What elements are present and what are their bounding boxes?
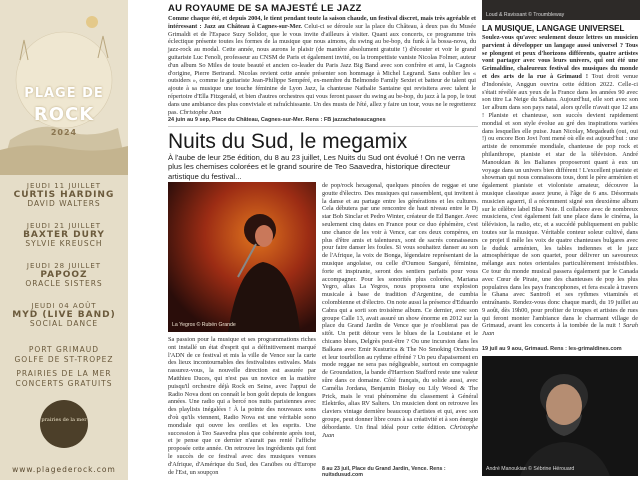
gig-artist: PAPOOZ bbox=[40, 270, 88, 281]
andre-manoukian-photo bbox=[482, 356, 638, 476]
right-body: Tout droit venue d'Indonésie, Anggun ouvrira cette édition 2022. Celle-ci s'était révélée aux yeux de la France dans les années 90 avec son titre La Neige du Sahara. Aujourd'hui, elle sort avec son 1er album dans son pays natal, alors qu'elle n'avait que 12 ans ! Planiste et chanteuse, son succès devient rapidement mondial et son style évolue au gré des inspirations variées dans lesquelles elle puise. Juan Nicolay, Megadeath (oui, oui !) ou encore Bon Jovi l'ont mené où elle est aujourd'hui : une artiste de renommée mondiale, chanteuse de pop rock et philanthrope, pianiste et star de la télévision. André Manoukian & les Balianes proposeront quant à eux un voyage dans un univers bien différent ! L'excellent pianiste et showman qui nous connaissons tous, dont le père arménien et également pianiste et violoniste amateur, découvre la musique classique assez jeune, à l'âge de 6 ans. Désormais musicien aguerri, il a récemment signé son deuxième album sur le célèbre label Blue Note. Il collabore avec de nombreux musiciens, c'est également fait une place dans le cinéma, la télévision, la radio, etc, et a succédé publiquement en public toutes sur la musique. Véritable conteur soleur cultivé, dans ce projet il mêle les voix de quatre chanteuses bulgares avec le duduk arménien, les tables indiennes et le jazz atmosphérique de son quartet, pour délivrer un savoureux mélange aux notes orientales particulièrement irrésistibles. Ce tour du monde musical passera également par le Canada avec Cœur de Pirate, une des chanteuses de pop les plus populaires dans les pays francophones, et fera escale à travers le Ghana avec Santrofi et ses rythmes vitaminés et entraînants. Rendez-vous donc chaque mardi, du 19 juillet au 9 août, dès 19h00, pour profiter de troupes et artistes de rues qui feront monter l'ambiance dans le charmant village de Grimaud, avant les concerts à la tombée de la nuit ! bbox=[482, 72, 639, 330]
photo2-caption: André Manoukian © Sébrine Hérouard bbox=[486, 466, 575, 472]
divider bbox=[168, 126, 478, 127]
nuits-signature: Christophe Juan bbox=[322, 423, 478, 439]
gig-1 bbox=[0, 182, 128, 209]
la-yegros-photo bbox=[168, 182, 316, 332]
right-article-body bbox=[482, 34, 638, 344]
jazz-article-body bbox=[168, 15, 476, 118]
poster-year: 2024 bbox=[50, 128, 78, 137]
jazz-lead: Comme chaque été, et depuis 2004, le tient pendant toute la saison chaude, un festival discret, mais très agréable et intéressant : Jazz au Château à Cagnes-sur-Mer. bbox=[168, 15, 476, 30]
poster-venue-line3: PRAIRIES DE LA MER bbox=[16, 369, 112, 378]
gig-artist: BAXTER DURY bbox=[23, 230, 105, 241]
plage-de-rock-poster bbox=[0, 0, 128, 480]
nuits-column-2 bbox=[322, 182, 478, 461]
jazz-signature: Christophe Juan bbox=[179, 108, 222, 116]
nuits-intro: À l'aube de leur 25e édition, du 8 au 23 juillet, Les Nuits du Sud ont évolué ! On ne verra plus les chemises colorées et le grand sourire de Teo Saavedra, historique directeur artistique du festival... bbox=[168, 153, 465, 181]
singer-image bbox=[168, 182, 316, 332]
right-lead: Soulez-vous qu'avec seulement douze lettres un musicien parvient à développer un langage aussi universel ? Tous se plongent et peux d'horizons différents, quatre artistes vont partager avec vous leurs univers, qui ont été une Grimaldine, chaleureux festival des musiques du monde et des arts de la rue à Grimaud ! bbox=[482, 34, 638, 80]
gig-date: JEUDI 11 JUILLET bbox=[26, 182, 102, 190]
gig-support: SYLVIE KREUSCH bbox=[25, 239, 103, 249]
nuits-column-1: Sa passion pour la musique et ses programmations riches ont installé un état d'esprit qui a définitivement marqué l'ADN de ce festival et mis la ville de Vence sur la carte des lieux incontournables des festivalistes estivales. Mais rassurez-vous, la nouvelle direction est assurée par Matthieu Duces, qui n'est pas un novice en la matière puisqu'il orchestre déjà Rock en Seine, avec l'appui de Radio Nova dont on connaît le bon goût depuis de longues années. Une radio qui a bercé nos nuits parisiennes avec des playlists inégalées ! À la pointe des nouveaux sons d'où qu'ils viennent, Radio Nova est une véritable sono mondiale qui ouvre les oreilles et les esprits. Une succession à Teo Saavedra plus que cohérente après tout, et je pense que ce dernier n'aurait pas renié l'affiche proposée cette année. On retrouve les ingrédients qui font le succès de ce festival avec des musiques venues d'Afrique, d'Amérique du Sud, des Caraïbes ou d'Europe de l'Est, un soupçon bbox=[168, 336, 316, 476]
poster-badge-text: prairies de la mer bbox=[41, 417, 87, 423]
poster-url[interactable]: www.plagederock.com bbox=[12, 465, 116, 474]
gig-support: SOCIAL DANCE bbox=[29, 319, 99, 329]
poster-badge bbox=[40, 400, 88, 448]
poster-title-line1: PLAGE DE bbox=[24, 86, 104, 101]
top-right-photo bbox=[482, 0, 640, 20]
gig-artist: CURTIS HARDING bbox=[13, 190, 115, 201]
nuits-info: 8 au 23 juil, Place du Grand Jardin, Vence. Rens : nuitsdusud.com bbox=[322, 466, 446, 478]
gig-2 bbox=[0, 222, 128, 249]
gig-support: ORACLE SISTERS bbox=[25, 279, 103, 289]
photo-caption: La Yegros © Rubén Grande bbox=[172, 322, 236, 328]
gig-date: JEUDI 04 AOÛT bbox=[31, 302, 97, 310]
jazz-headline: AU ROYAUME DE SA MAJESTÉ LE JAZZ bbox=[168, 3, 362, 14]
right-signature: Sarah Juan bbox=[482, 322, 638, 338]
photo-credit: Loud & Ravissant © Troumbleway bbox=[486, 12, 565, 18]
poster-venue-line1: PORT GRIMAUD bbox=[28, 345, 100, 354]
right-info: 19 juil au 9 aou, Grimaud. Rens : les-grimaldines.com bbox=[482, 346, 622, 352]
jazz-info: 24 juin au 9 sep, Place du Château, Cagnes-sur-Mer. Rens : FB jazzachateaucagnes bbox=[168, 117, 386, 123]
poster-title-line2: ROCK bbox=[33, 104, 95, 125]
right-headline: LA MUSIQUE, LANGAGE UNIVERSEL bbox=[482, 24, 625, 33]
gig-support: DAVID WALTERS bbox=[27, 199, 101, 209]
gig-date: JEUDI 21 JUILLET bbox=[26, 222, 102, 230]
poster-venue-line4: CONCERTS GRATUITS bbox=[15, 379, 113, 388]
gig-3 bbox=[0, 262, 128, 289]
gig-artist: MYD (LIVE BAND) bbox=[12, 310, 116, 321]
gig-date: JEUDI 28 JUILLET bbox=[26, 262, 102, 270]
nuits-headline: Nuits du Sud, le megamix bbox=[168, 130, 408, 153]
portrait-image bbox=[482, 356, 638, 476]
jazz-body: Celui-ci se déroule sur la place du Château, à deux pas du Musée Grimaldi et de l'Espace Suzy Solidor, que le vous invite d'ailleurs à visiter. Quant aux concerts, ce programme très éclectique présente toutes les formes de la musique que nous aimons, du swing au be-bop, du funk à la bossa-nova, du jazz-rock au modal. Cette année, nous aurons le plaisir (de manière absolument gratuite !) d'écouter et voir le grand guitariste Luc Fenoli, professeur au CNSM de Paris et également invité, ou la trompettiste vaniste Nicolas Folmer, auteur d'un album So Miles de toute beauté et ancien co-leader du Paris Jazz Big Band avec son confrère et ami, la Cagnois d'origine, Pierre Bertrand. Nicolas revient cette année présenter son hommage à Michel Legrand. Sans oublier les « outsiders », comme le guitariste Jean-Philippe Sempéré, ex-membre du Belmondo Family Sextet et batteur de talent qui ajoute à sa musique une touche féminine de Lyon Jazz, la chanteuse Nathalie Santaine qui revisitera avec talent le répertoire d'Ella Fitzgerald, et bien d'autres orchestres qui vous feront passer du swing au be-bop, du jazz à la pop, le tout dans une ambiance des plus conviviale et rafraîchissante. Un des musts de l'été, allez y faire un tour, vous ne le regretterez pas. bbox=[168, 22, 476, 116]
nuits-col2-text: de pop/rock hexagonal, quelques pincées de reggae et une goutte d'électro. Des musiques qui rassemblent, qui invitent à la danse et au partage entre les générations et les cultures. Cela débutera par une rencontre de haut niveau entre le Dj star Bob Sinclar et Pedro Winter, créateur de Ed Banger. Avec seulement cinq dates en France pour ce duo éphémère, c'est une chance de les voir à Vence, car ces deux compères, en plus d'être amis et talentueux, sont de sacrés connaisseurs pour faire danser les foules. Si vous souhaitez danser au son de l'Afrique, la voix de Bonga, légendaire représentant de la musique angolaise, ou celle d'Oumou Sangaré, féminine, forte et inspirante, seront des sentiers parfaits pour vous accompagner. Pour les sonorités plus colorées, Mariana Yegro, alias La Yegros, nous proposera une explosion musicale à base de tradition d'Argentine, de cumbia colombienne et d'électro. On note aussi la présence d'Eduardo Cabra qui a sorti son troisième album. Ce dernier, avec son groupe Calle 13, avait assuré un show énorme en 2012 sur la place du Grand Jardin de Vence que je n'oublierai pas de sitôt. Un petit détour vers le blues de la Louisiane et le chicano blues, Delgrès peut-être ? Ou une incursion dans les Balkans avec Emir Kusturica & The No Smoking Orchestra et leur tourbillon au rythme effréné ? Un peu d'apaisement en mode reggae ne sera pas négligeable, surtout en compagnie de Groundation, la bande d'Harrison Stafford reste une valeur sûre dans ce domaine. Côté français, du solide aussi, avec Camélia Jordana, Benjamin Biolay ou Lily Wood & The Prick, mais le vrai phénomène du classement à Général Elektriks, alias RV Salters. Un musicien dont on retrouve les claviers vintage dernière beaucoup d'artistes et qui, avec son groupe, peut donner libre cours à sa créativité et à son énergie débordante. Un final idéal pour cette édition. bbox=[322, 182, 478, 431]
gig-4 bbox=[0, 302, 128, 329]
poster-venue-line2: GOLFE DE ST-TROPEZ bbox=[14, 355, 114, 364]
